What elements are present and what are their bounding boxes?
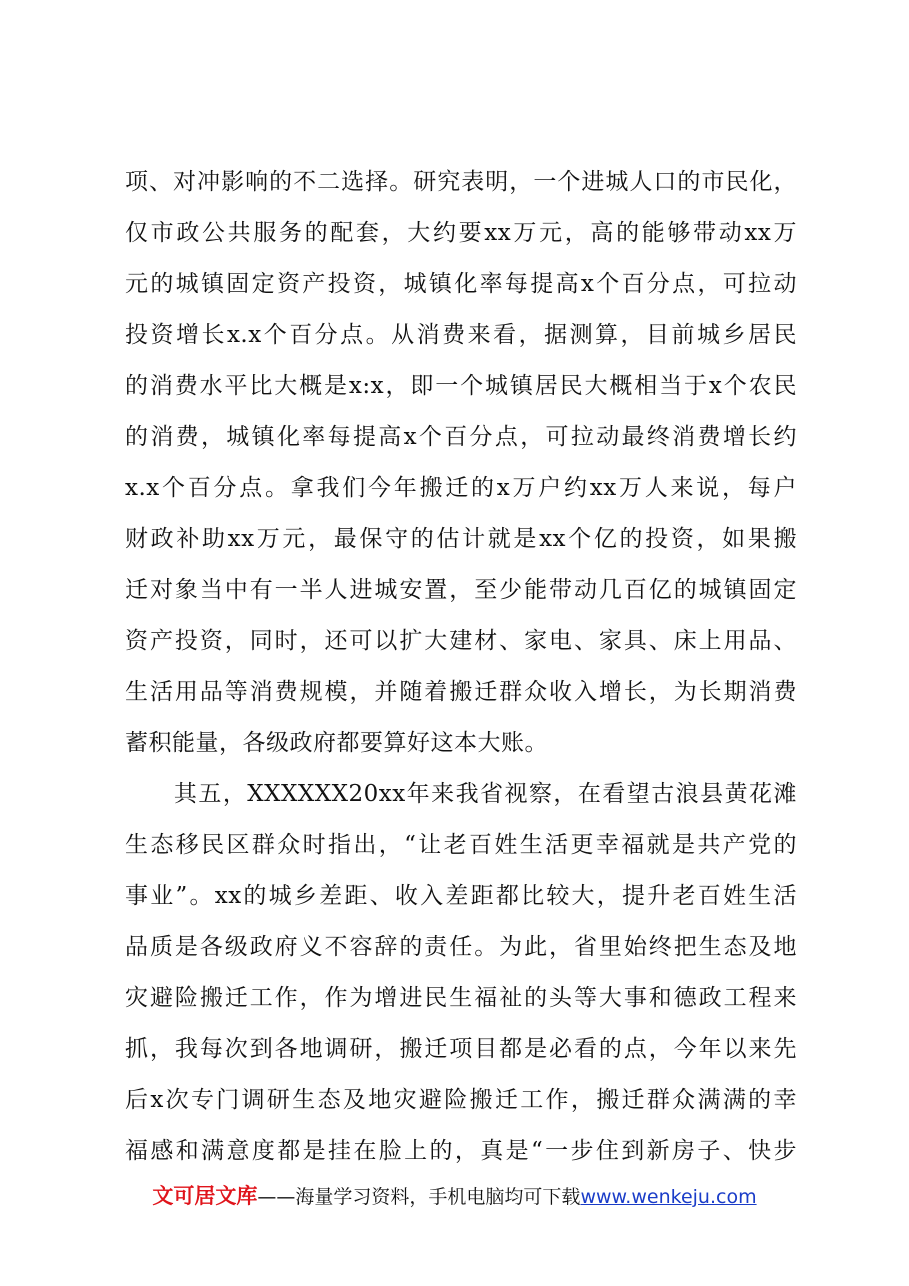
text-line: 福感和满意度都是挂在脸上的，真是“一步住到新房子、快步 — [125, 1138, 797, 1164]
text-line: x.x个百分点。拿我们今年搬迁的x万户约xx万人来说，每户 — [125, 475, 797, 501]
text-line: 生活用品等消费规模，并随着搬迁群众收入增长，为长期消费 — [125, 679, 797, 705]
text-line: 的消费水平比大概是x:x，即一个城镇居民大概相当于x个农民 — [125, 373, 797, 399]
text-line: 生态移民区群众时指出，“让老百姓生活更幸福就是共产党的 — [125, 832, 797, 858]
body-text — [125, 157, 797, 1177]
text-line: 仅市政公共服务的配套，大约要xx万元，高的能够带动xx万 — [125, 220, 797, 246]
footer — [0, 1180, 909, 1210]
text-line: 事业”。xx的城乡差距、收入差距都比较大，提升老百姓生活 — [125, 883, 797, 909]
footer-brand: 文可居文库 — [152, 1184, 258, 1208]
text-line: 元的城镇固定资产投资，城镇化率每提高x个百分点，可拉动 — [125, 271, 797, 297]
text-line: 投资增长x.x个百分点。从消费来看，据测算，目前城乡居民 — [125, 322, 797, 348]
text-line: 资产投资，同时，还可以扩大建材、家电、家具、床上用品、 — [125, 628, 797, 654]
text-line: 项、对冲影响的不二选择。研究表明，一个进城人口的市民化， — [125, 169, 797, 195]
text-line: 的消费，城镇化率每提高x个百分点，可拉动最终消费增长约 — [125, 424, 797, 450]
text-line: 灾避险搬迁工作，作为增进民生福祉的头等大事和德政工程来 — [125, 985, 797, 1011]
footer-tagline: ——海量学习资料，手机电脑均可下载 — [257, 1186, 581, 1208]
text-line: 抓，我每次到各地调研，搬迁项目都是必看的点，今年以来先 — [125, 1036, 797, 1062]
text-line: 其五，XXXXXX20xx年来我省视察，在看望古浪县黄花滩 — [125, 781, 797, 807]
footer-url-link[interactable]: www.wenkeju.com — [580, 1186, 757, 1208]
text-line: 蓄积能量，各级政府都要算好这本大账。 — [125, 730, 548, 756]
text-line: 迁对象当中有一半人进城安置，至少能带动几百亿的城镇固定 — [125, 577, 797, 603]
text-line: 后x次专门调研生态及地灾避险搬迁工作，搬迁群众满满的幸 — [125, 1087, 797, 1113]
text-line: 财政补助xx万元，最保守的估计就是xx个亿的投资，如果搬 — [125, 526, 797, 552]
text-line: 品质是各级政府义不容辞的责任。为此，省里始终把生态及地 — [125, 934, 797, 960]
